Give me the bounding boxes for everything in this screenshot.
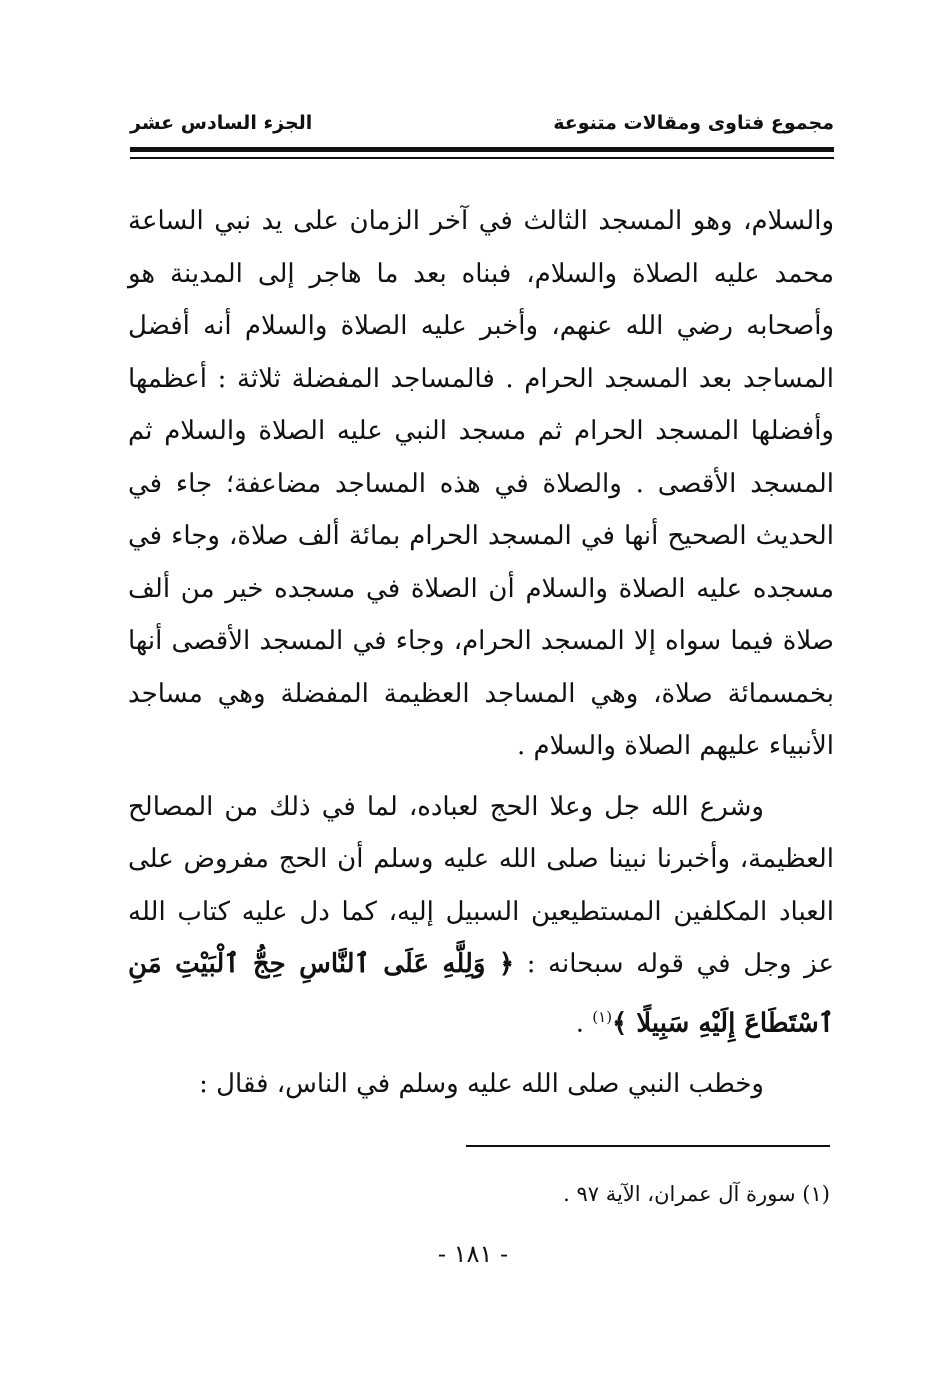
- footnote-ref: (١): [592, 1007, 613, 1026]
- paragraph-1: والسلام، وهو المسجد الثالث في آخر الزمان على يد نبي الساعة محمد عليه الصلاة والسلام، فبناه بعد ما هاجر إلى المدينة هو وأصحابه رضي الله عنهم، وأخبر عليه الصلاة والسلام أنه أفضل المساجد بعد المسجد الحرام . فالمساجد المفضلة ثلاثة : أعظمها وأفضلها المسجد الحرام ثم مسجد النبي عليه الصلاة والسلام ثم المسجد الأقصى . والصلاة في هذه المساجد مضاعفة؛ جاء في الحديث الصحيح أنها في المسجد الحرام بمائة ألف صلاة، وجاء في مسجده عليه الصلاة والسلام أن الصلاة في مسجده خير من ألف صلاة فيما سواه إلا المسجد الحرام، وجاء في المسجد الأقصى أنها بخمسمائة صلاة، وهي المساجد العظيمة المفضلة وهي مساجد الأنبياء عليهم الصلاة والسلام .: [128, 206, 834, 761]
- header-rule-thick: [130, 147, 834, 152]
- quran-verse: ﴿ وَلِلَّهِ عَلَى ٱلنَّاسِ حِجُّ ٱلْبَيْتِ مَنِ ٱسْتَطَاعَ إِلَيْهِ سَبِيلًا ﴾: [128, 949, 834, 1039]
- footnote: (١) سورة آل عمران، الآية ٩٧ .: [563, 1182, 830, 1206]
- body-text: [128, 195, 834, 1118]
- header-rule-thin: [130, 157, 834, 159]
- page-number: - ١٨١ -: [437, 1240, 509, 1268]
- volume-label: الجزء السادس عشر: [130, 112, 313, 134]
- paragraph-3: وخطب النبي صلى الله عليه وسلم في الناس، فقال :: [199, 1068, 764, 1099]
- paragraph-2-end: .: [575, 1008, 593, 1039]
- book-title: مجموع فتاوى ومقالات متنوعة: [553, 112, 834, 134]
- paragraph-2: [128, 781, 834, 1050]
- paragraph-2-text: وشرع الله جل وعلا الحج لعباده، لما في ذلك من المصالح العظيمة، وأخبرنا نبينا صلى الله عليه وسلم أن الحج مفروض على العباد المكلفين المستطيعين السبيل إليه، كما دل عليه كتاب الله عز وجل في قوله سبحانه :: [128, 791, 835, 979]
- footnote-rule: [466, 1145, 830, 1147]
- page-header: [130, 108, 834, 138]
